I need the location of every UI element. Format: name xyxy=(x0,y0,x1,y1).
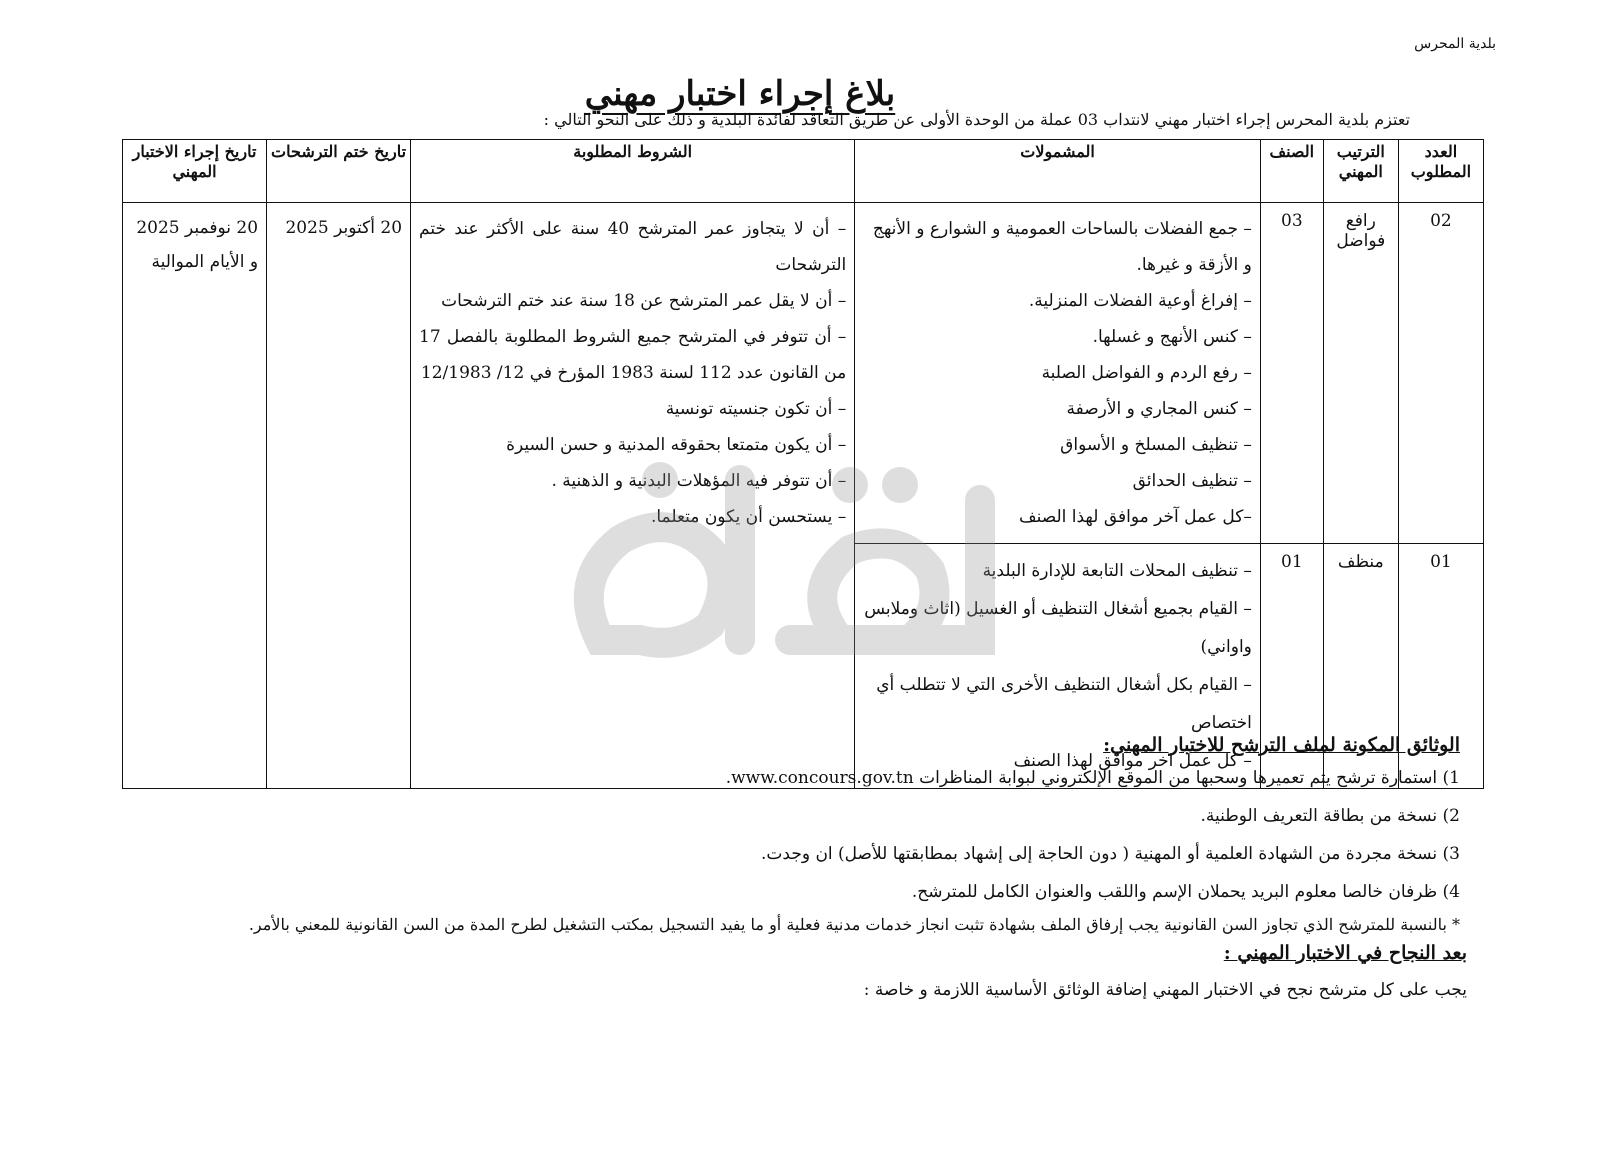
intro-line: تعتزم بلدية المحرس إجراء اختبار مهني لانتداب 03 عملة من الوحدة الأولى عن طريق التعاقد لفائدة البلدية و ذلك على النحو التالي : xyxy=(543,110,1410,129)
duty-item: – القيام بجميع أشغال التنظيف أو الغسيل (اثاث وملابس واواني) xyxy=(864,599,1252,657)
condition-item: – أن يكون متمتعا بحقوقه المدنية و حسن السيرة xyxy=(506,435,847,455)
cell-rank: رافع فواضل xyxy=(1323,203,1398,544)
condition-item: – أن لا يتجاوز عمر المترشح 40 سنة على الأكثر عند ختم الترشحات xyxy=(419,219,847,275)
intro-paragraph xyxy=(190,109,1410,131)
duty-item: – تنظيف المسلخ و الأسواق xyxy=(1060,435,1252,455)
duty-item: – تنظيف المحلات التابعة للإدارة البلدية xyxy=(982,561,1252,581)
condition-item: – أن تتوفر فيه المؤهلات البدنية و الذهنية . xyxy=(551,471,847,491)
cell-rank: منظف xyxy=(1323,544,1398,789)
cell-count: 01 xyxy=(1398,544,1483,789)
header-grade: الصنف xyxy=(1260,140,1323,203)
condition-item: – أن تكون جنسيته تونسية xyxy=(665,399,847,419)
documents-list xyxy=(200,766,1460,918)
success-title: بعد النجاح في الاختبار المهني : xyxy=(1223,942,1467,964)
list-item: 4) ظرفان خالصا معلوم البريد يحملان الإسم واللقب والعنوان الكامل للمترشح. xyxy=(911,882,1460,902)
duty-item: – جمع الفضلات بالساحات العمومية و الشوارع و الأنهج و الأزقة و غيرها. xyxy=(872,219,1252,275)
duty-item: –كل عمل آخر موافق لهذا الصنف xyxy=(1018,507,1252,527)
header-exam-date: تاريخ إجراء الاختبار المهني xyxy=(123,140,267,203)
cell-count: 02 xyxy=(1398,203,1483,544)
cell-grade: 03 xyxy=(1260,203,1323,544)
cell-deadline: 20 أكتوبر 2025 xyxy=(267,203,411,789)
duty-item: – القيام بكل أشغال التنظيف الأخرى التي لا تتطلب أي اختصاص xyxy=(876,675,1252,733)
table-header-row xyxy=(123,140,1484,203)
cell-exam-date: 20 نوفمبر 2025 و الأيام الموالية xyxy=(123,203,267,789)
duty-item: – تنظيف الحدائق xyxy=(1132,471,1252,491)
cell-conditions xyxy=(411,203,855,789)
condition-item: – أن تتوفر في المترشح جميع الشروط المطلوبة بالفصل 17 من القانون عدد 112 لسنة 1983 المؤرخ في 12/ 12/1983 xyxy=(419,327,847,383)
header-conditions: الشروط المطلوبة xyxy=(411,140,855,203)
header-rank: الترتيب المهني xyxy=(1323,140,1398,203)
duty-item: – كل عمل اخر موافق لهذا الصنف xyxy=(1013,751,1252,771)
documents-title: الوثائق المكونة لملف الترشح للاختبار المهني: xyxy=(1103,734,1460,756)
municipality-name: بلدية المحرس xyxy=(1414,36,1496,52)
condition-item: – يستحسن أن يكون متعلما. xyxy=(650,507,847,527)
table-row xyxy=(123,203,1484,544)
header-deadline: تاريخ ختم الترشحات xyxy=(267,140,411,203)
condition-item: – أن لا يقل عمر المترشح عن 18 سنة عند ختم الترشحات xyxy=(441,291,847,311)
recruitment-table xyxy=(122,139,1484,789)
success-text: يجب على كل مترشح نجح في الاختبار المهني إضافة الوثائق الأساسية اللازمة و خاصة : xyxy=(863,980,1467,1000)
duty-item: – رفع الردم و الفواضل الصلبة xyxy=(1041,363,1252,383)
header-duties: المشمولات xyxy=(855,140,1261,203)
cell-duties xyxy=(855,203,1261,544)
age-note: * بالنسبة للمترشح الذي تجاوز السن القانونية يجب إرفاق الملف بشهادة تثبت انجاز خدمات مدنية فعلية أو ما يفيد التسجيل بمكتب التشغيل لطرح المدة من السن القانونية للمعني بالأمر. xyxy=(248,915,1460,934)
list-item: 3) نسخة مجردة من الشهادة العلمية أو المهنية ( دون الحاجة إلى إشهاد بمطابقتها للأصل) ان وجدت. xyxy=(760,844,1460,864)
duty-item: – كنس الأنهج و غسلها. xyxy=(1092,327,1252,347)
page-title: بلاغ إجراء اختبار مهني xyxy=(584,74,896,114)
list-item: 2) نسخة من بطاقة التعريف الوطنية. xyxy=(1200,806,1460,826)
duty-item: – إفراغ أوعية الفضلات المنزلية. xyxy=(1028,291,1252,311)
list-item: 1) استمارة ترشح يتم تعميرها وسحبها من الموقع الإلكتروني لبوابة المناظرات www.concours.gov.tn. xyxy=(725,768,1460,788)
duty-item: – كنس المجاري و الأرصفة xyxy=(1066,399,1252,419)
header-count: العدد المطلوب xyxy=(1398,140,1483,203)
cell-grade: 01 xyxy=(1260,544,1323,789)
